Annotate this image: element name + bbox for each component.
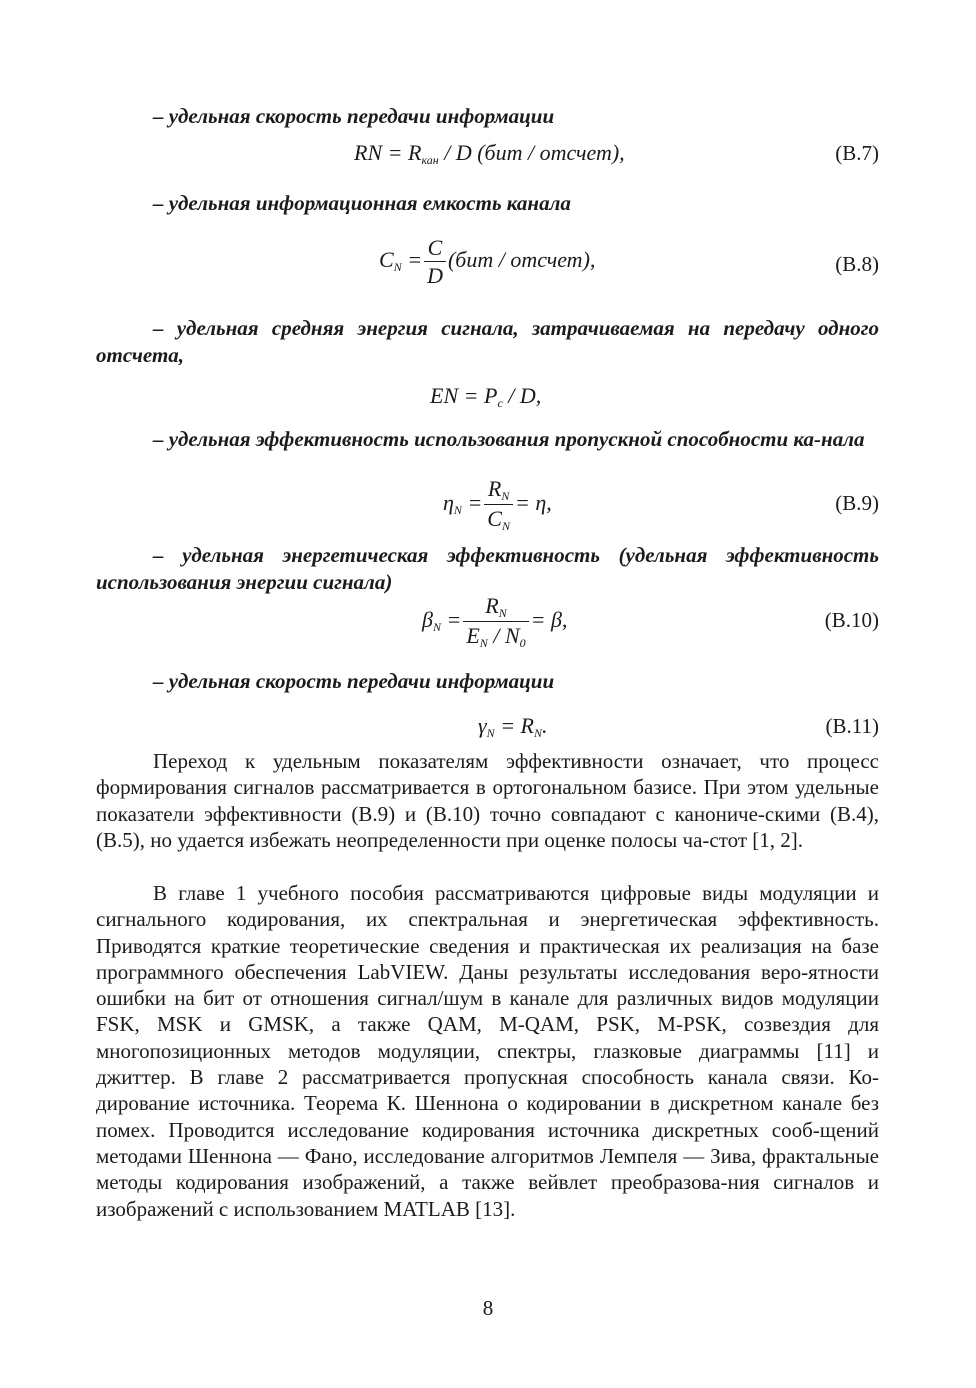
equation-b9: $\eta_N$ = $\frac{R_N}{C_N}$ = η, — [443, 476, 552, 533]
heading-energy-efficiency: – удельная энергетическая эффективность (удельная эффективность использования энергии сигнала) — [96, 543, 879, 594]
heading-specific-rate-2: – удельная скорость передачи информации — [153, 669, 555, 693]
equation-number-b10: (В.10) — [824, 608, 879, 632]
equation-number-b11: (В.11) — [825, 714, 879, 738]
heading-signal-energy: – удельная средняя энергия сигнала, затрачиваемая на передачу одного отсчета, — [96, 316, 879, 367]
equation-b10: $\beta_N$ = $\frac{R_N}{E_N / N_0}$ = β, — [422, 593, 568, 650]
equation-number-b8: (В.8) — [835, 252, 879, 276]
equation-en: EN = $P_с$ / D, — [430, 383, 542, 410]
equation-number-b7: (В.7) — [835, 141, 879, 165]
paragraph-specific-metrics: Переход к удельным показателям эффективности означает, что процесс формирования сигналов рассматривается в ортогональном базисе. При этом удельные показатели эффективности (В.9) и (В.10) точно совпадают с канониче-скими (В.4), (В.5), но удается избежать неопределенности при оценке полосы ча-стот [1, 2]. — [96, 749, 879, 852]
heading-specific-rate-1: – удельная скорость передачи информации — [153, 104, 555, 128]
equation-b11: $\gamma_N = R_N$. — [478, 713, 548, 740]
equation-number-b9: (В.9) — [835, 491, 879, 515]
equation-b8: $C_N$ = $\frac{C}{D}$ (бит / отсчет), — [379, 235, 596, 288]
paragraph-chapter-overview: В главе 1 учебного пособия рассматриваются цифровые виды модуляции и сигнального кодирования, их спектральная и энергетическая эффективность. Приводятся краткие теоретические сведения и практическая их реализация на базе программного обеспечения LabVIEW. Даны результаты исследования веро-ятности ошибки на бит от отношения сигнал/шум в канале для различных видов модуляции FSK, MSK и GMSK, а также QAM, M-QAM, PSK, M-PSK, созвездия для многопозиционных методов модуляции, спектры, глазковые диаграммы [11] и джиттер. В главе 2 рассматривается пропускная способность канала связи. Ко-дирование источника. Теорема К. Шеннона о кодировании в дискретном канале без помех. Проводится исследование кодирования источника дискретных сооб-щений методами Шеннона — Фано, исследование алгоритмов Лемпеля — Зива, фрактальные методы кодирования изображений, а также вейвлет преобразова-ния сигналов и изображений с использованием MATLAB [13]. — [96, 881, 879, 1221]
page-number: 8 — [482, 1296, 494, 1320]
equation-b7: RN = $R_{кан}$ / D (бит / отсчет), — [354, 140, 625, 167]
heading-bandwidth-efficiency: – удельная эффективность использования пропускной способности ка-нала — [153, 427, 865, 451]
heading-channel-capacity: – удельная информационная емкость канала — [153, 191, 571, 215]
